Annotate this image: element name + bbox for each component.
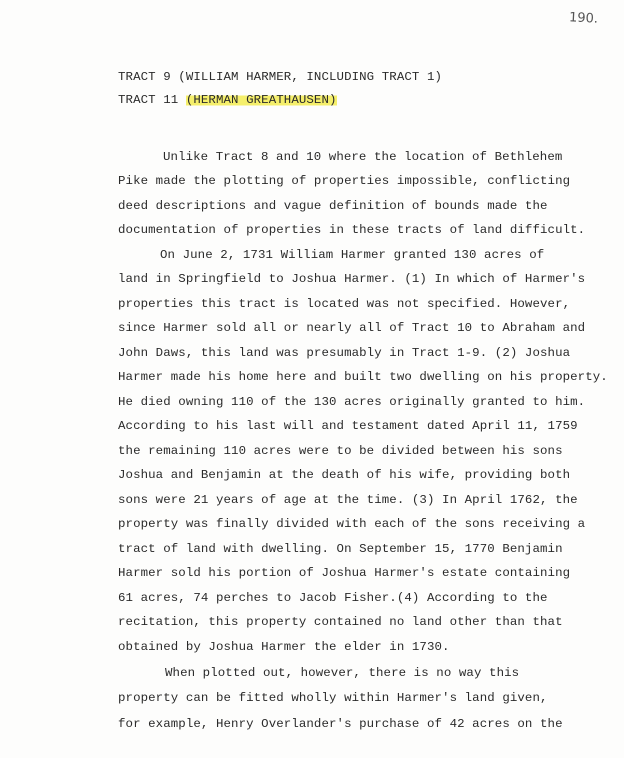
body-line: Harmer sold his portion of Joshua Harmer's estate containing bbox=[118, 566, 571, 580]
body-line: property can be fitted wholly within Harmer's land given, bbox=[118, 691, 548, 705]
highlighted-owner-name: (HERMAN GREATHAUSEN) bbox=[185, 93, 337, 107]
heading-prefix: TRACT 9 bbox=[118, 70, 179, 84]
body-line: When plotted out, however, there is no way this bbox=[165, 666, 520, 680]
body-line: Harmer made his home here and built two dwelling on his property. bbox=[118, 370, 608, 384]
body-line: land in Springfield to Joshua Harmer. (1) In which of Harmer's bbox=[118, 272, 586, 286]
body-line: 61 acres, 74 perches to Jacob Fisher.(4) According to the bbox=[118, 591, 548, 605]
heading-tract-9 bbox=[118, 70, 442, 84]
body-line: obtained by Joshua Harmer the elder in 1730. bbox=[118, 640, 450, 654]
body-line: since Harmer sold all or nearly all of Tract 10 to Abraham and bbox=[118, 321, 586, 335]
body-line: According to his last will and testament dated April 11, 1759 bbox=[118, 419, 578, 433]
body-line: He died owning 110 of the 130 acres originally granted to him. bbox=[118, 395, 586, 409]
body-line: for example, Henry Overlander's purchase of 42 acres on the bbox=[118, 717, 563, 731]
body-line: properties this tract is located was not specified. However, bbox=[118, 297, 571, 311]
heading-tract-11 bbox=[118, 93, 337, 107]
body-line: the remaining 110 acres were to be divided between his sons bbox=[118, 444, 563, 458]
body-line: tract of land with dwelling. On September 15, 1770 Benjamin bbox=[118, 542, 563, 556]
body-line: John Daws, this land was presumably in Tract 1-9. (2) Joshua bbox=[118, 346, 571, 360]
body-line: Unlike Tract 8 and 10 where the location of Bethlehem bbox=[163, 150, 563, 164]
body-line: Joshua and Benjamin at the death of his wife, providing both bbox=[118, 468, 571, 482]
body-line: On June 2, 1731 William Harmer granted 130 acres of bbox=[160, 248, 545, 262]
heading-prefix: TRACT 11 bbox=[118, 93, 186, 107]
body-line: Pike made the plotting of properties impossible, conflicting bbox=[118, 174, 571, 188]
body-line: recitation, this property contained no land other than that bbox=[118, 615, 563, 629]
heading-text: (WILLIAM HARMER, INCLUDING TRACT 1) bbox=[178, 70, 443, 84]
page-number: 190. bbox=[568, 10, 599, 27]
body-line: sons were 21 years of age at the time. (3) In April 1762, the bbox=[118, 493, 578, 507]
body-line: property was finally divided with each of the sons receiving a bbox=[118, 517, 586, 531]
body-line: deed descriptions and vague definition of bounds made the bbox=[118, 199, 548, 213]
body-line: documentation of properties in these tracts of land difficult. bbox=[118, 223, 586, 237]
